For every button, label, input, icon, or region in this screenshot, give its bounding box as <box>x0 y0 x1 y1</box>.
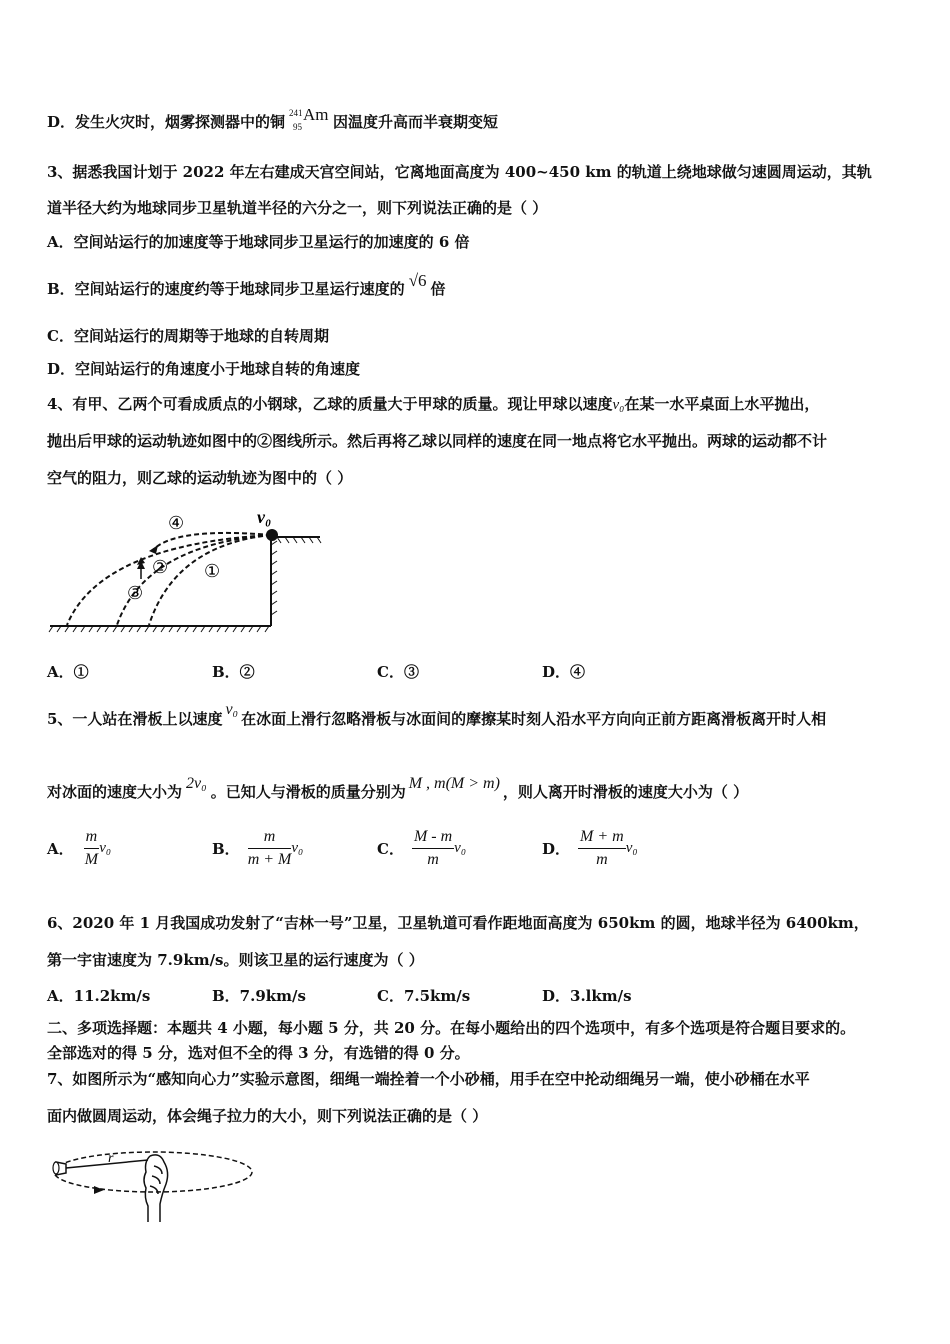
q4-option-b: B．② <box>212 663 255 681</box>
q7-stem-line2: 面内做圆周运动，体会绳子拉力的大小，则下列说法正确的是（ ） <box>47 1107 488 1125</box>
q3-option-d: D．空间站运行的角速度小于地球自转的角速度 <box>47 360 361 378</box>
masses-expression: M , m(M > m) <box>408 775 500 792</box>
q4-option-c: C．③ <box>377 663 419 681</box>
option-label: A． <box>47 840 74 858</box>
fraction <box>578 828 626 869</box>
centripetal-figure <box>48 1140 258 1225</box>
q3-option-b-tail: 倍 <box>430 280 446 298</box>
hand <box>144 1155 168 1222</box>
element-symbol: Am <box>303 105 329 124</box>
curve-label-4: ④ <box>168 513 185 533</box>
q2-option-d <box>47 105 499 133</box>
numerator: m <box>84 828 100 849</box>
q4-stem-line2: 抛出后甲球的运动轨迹如图中的②图线所示。然后再将乙球以同样的速度在同一地点将它水平抛出。两球的运动都不计 <box>47 432 828 450</box>
v0-label: v₀ <box>257 507 272 527</box>
atomic-number: 95 <box>293 122 303 132</box>
denominator: M <box>84 851 99 868</box>
q5-stem-tail: 在冰面上滑行忽略滑板与冰面间的摩擦某时刻人沿水平方向向正前方距离滑板离开时人相 <box>241 710 827 728</box>
v0: v₀ <box>625 840 638 856</box>
q6-stem-line2: 第一宇宙速度为 7.9km/s。则该卫星的运行速度为（ ） <box>47 951 424 969</box>
section2-line2: 全部选对的得 5 分，选对但不全的得 3 分，有选错的得 0 分。 <box>47 1044 470 1062</box>
q6-option-a: A．11.2km/s <box>47 987 151 1005</box>
q4-stem-line1 <box>47 394 819 415</box>
curve-label-2: ② <box>152 557 169 577</box>
fraction <box>412 828 454 869</box>
ball <box>266 529 278 541</box>
option-label: D． <box>542 840 571 858</box>
mass-number: 241 <box>289 108 303 118</box>
numerator: M + m <box>578 828 626 849</box>
q5-option-a <box>47 828 111 869</box>
fraction <box>84 828 100 869</box>
q3-option-b-text: B．空间站运行的速度约等于地球同步卫星运行速度的 <box>47 280 405 298</box>
sqrt6: √6 <box>408 271 427 290</box>
trajectory-2 <box>117 535 271 625</box>
americium-symbol <box>285 105 333 133</box>
q4-stem-text: 4、有甲、乙两个可看成质点的小钢球，乙球的质量大于甲球的质量。现让甲球以速度 <box>47 395 613 413</box>
v0: v₀ <box>291 840 304 856</box>
fraction <box>248 828 292 869</box>
section2-line1: 二、多项选择题：本题共 4 小题，每小题 5 分，共 20 分。在每小题给出的四个选项中，有多个选项是符合题目要求的。 <box>47 1019 856 1037</box>
q3-stem-line2: 道半径大约为地球同步卫星轨道半径的六分之一，则下列说法正确的是（ ） <box>47 199 548 217</box>
curve-label-1: ① <box>204 561 221 581</box>
q3-stem-line1: 3、据悉我国计划于 2022 年左右建成天宫空间站，它离地面高度为 400~450 km 的轨道上绕地球做匀速圆周运动，其轨 <box>47 163 872 181</box>
q5-line2-text: 对冰面的速度大小为 <box>47 783 183 801</box>
curve-label-3: ③ <box>127 583 144 603</box>
denominator: m <box>427 851 439 868</box>
q3-option-a: A．空间站运行的加速度等于地球同步卫星运行的加速度的 6 倍 <box>47 233 470 251</box>
numerator: m <box>248 828 292 849</box>
v0-symbol: v₀ <box>612 397 625 413</box>
q2-option-d-text: D．发生火灾时，烟雾探测器中的铜 <box>47 113 286 131</box>
trajectory-3 <box>67 535 271 625</box>
v0: v₀ <box>454 840 467 856</box>
q5-option-c <box>377 828 466 869</box>
q5-line2-tail: ，则人离开时滑板的速度大小为（ ） <box>502 783 749 801</box>
q4-stem-line3: 空气的阻力，则乙球的运动轨迹为图中的（ ） <box>47 469 353 487</box>
q4-stem-tail: 在某一水平桌面上水平抛出， <box>624 395 820 413</box>
q5-stem-line2 <box>47 775 749 803</box>
v0: v₀ <box>99 840 112 856</box>
direction-arrow <box>94 1186 104 1194</box>
q6-option-b: B．7.9km/s <box>212 987 306 1005</box>
denominator: m <box>596 851 608 868</box>
q6-stem-line1: 6、2020 年 1 月我国成功发射了“吉林一号”卫星，卫星轨道可看作距地面高度为 650km 的圆，地球半径为 6400km， <box>47 914 869 932</box>
numerator: M - m <box>412 828 454 849</box>
q7-stem-line1: 7、如图所示为“感知向心力”实验示意图，细绳一端拴着一个小砂桶，用手在空中抡动细绳另一端，使小砂桶在水平 <box>47 1070 810 1088</box>
q5-option-b <box>212 828 303 869</box>
2v0-symbol: 2v₀ <box>186 775 207 792</box>
v0-symbol-q5: v₀ <box>225 701 239 718</box>
q6-option-d: D．3.lkm/s <box>542 987 632 1005</box>
arrow-4 <box>149 545 158 554</box>
sand-bucket <box>53 1162 66 1175</box>
circular-path <box>54 1152 252 1192</box>
option-label: C． <box>377 840 404 858</box>
q5-stem-text: 5、一人站在滑板上以速度 <box>47 710 223 728</box>
q2-option-d-tail: 因温度升高而半衰期变短 <box>333 113 499 131</box>
denominator: m + M <box>247 851 292 868</box>
option-label: B． <box>212 840 240 858</box>
q4-option-d: D．④ <box>542 663 586 681</box>
q3-option-c: C．空间站运行的周期等于地球的自转周期 <box>47 327 329 345</box>
rope <box>66 1160 148 1168</box>
q5-line2-mid: 。已知人与滑板的质量分别为 <box>210 783 406 801</box>
q5-option-d <box>542 828 638 869</box>
q6-option-c: C．7.5km/s <box>377 987 471 1005</box>
r-label: r <box>108 1151 114 1166</box>
q3-option-b <box>47 271 446 299</box>
projectile-figure <box>45 505 330 635</box>
q5-stem-line1 <box>47 701 827 730</box>
q4-option-a: A．① <box>47 663 89 681</box>
